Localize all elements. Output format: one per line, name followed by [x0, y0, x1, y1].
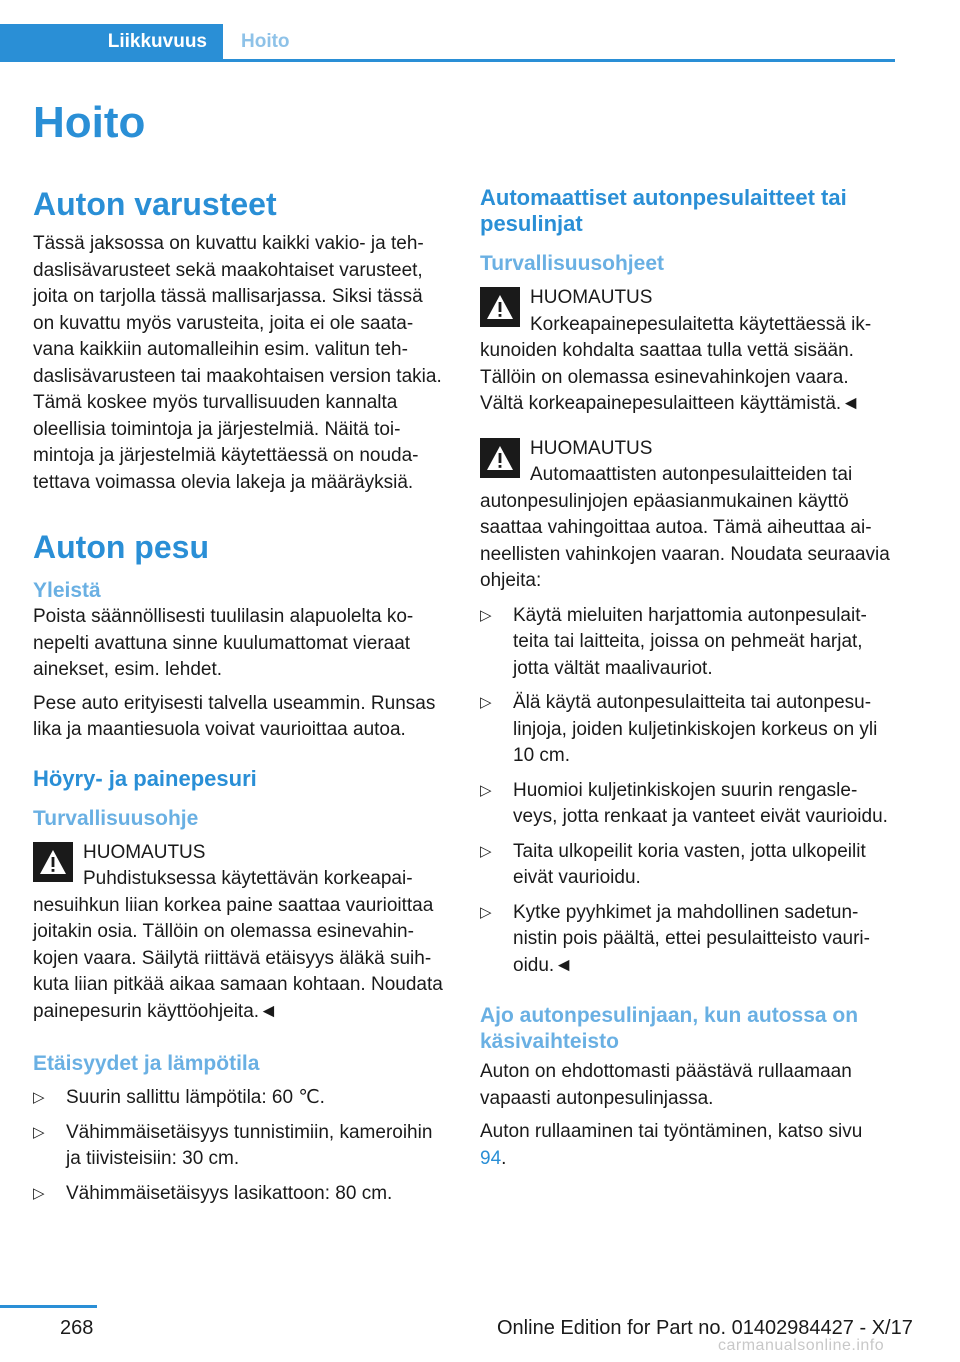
list-pesuohjeet	[480, 603, 894, 980]
list-item: ▷ Vähimmäisetäisyys tunnistimiin, kameroihin ja tiivisteisiin: 30 cm.	[33, 1121, 433, 1169]
list-item: ▷ Taita ulkopeilit koria vasten, jotta ulkopeilit eivät vaurioidu.	[480, 840, 866, 888]
warning-text: Korkeapainepesulaitetta käytettäessä ikkunoiden kohdalta saattaa tulla vettä sisään. Tällöin on olemassa esinevahinkojen vaara. Vältä korkeapainepesulaitteen käyttämistä.◄	[480, 313, 872, 414]
section-title-automaattiset: Automaattiset autonpesulaitteet tai pesulinjat	[480, 185, 847, 236]
tab-hoito[interactable]: Hoito	[241, 30, 290, 52]
list-item: ▷ Kytke pyyhkimet ja mahdollinen sadetunnistin pois päältä, ettei pesulaitteisto vaurioidu.◄	[480, 901, 870, 976]
edition-info: Online Edition for Part no. 01402984427 - X/17	[497, 1317, 913, 1339]
paragraph-yleista-1: Poista säännöllisesti tuulilasin alapuolelta konepelti avattuna sinne kuulumattomat vieraat ainekset, esim. lehdet.	[33, 606, 414, 680]
subheading-turvallisuusohje: Turvallisuusohje	[33, 806, 199, 830]
list-etaisyydet	[33, 1085, 448, 1207]
section-title-auton-pesu: Auton pesu	[33, 529, 209, 565]
subheading-turvallisuusohjeet: Turvallisuusohjeet	[480, 252, 664, 275]
tab-liikkuvuus[interactable]: Liikkuvuus	[0, 24, 223, 59]
section-title-auton-varusteet: Auton varusteet	[33, 186, 277, 222]
page-number: 268	[60, 1317, 94, 1339]
right-column	[480, 185, 894, 1179]
paragraph-varusteet: Tässä jaksossa on kuvattu kaikki vakio- ja tehdaslisävarusteet sekä maakohtaiset varusteet, joita on tarjolla tässä mallisarjassa. Siksi tässä on kuvattu myös varusteita, joita ei ole saatavana kaikkiin automalleihin esim. valitun tehdaslisävarusteen tai maakohtaisen version takia. Tämä koskee myös turvallisuuden kannalta oleellisia toimintoja ja järjestelmiä. Näitä toimintoja ja järjestelmiä käytettäessä on noudatettava voimassa olevia lakeja ja määräyksiä.	[33, 233, 442, 493]
warning-heading: HUOMAUTUS	[530, 287, 653, 308]
list-item: ▷ Vähimmäisetäisyys lasikattoon: 80 cm.	[33, 1181, 448, 1208]
triangle-bullet-icon: ▷	[33, 1123, 45, 1141]
subheading-yleista: Yleistä	[33, 579, 101, 602]
warning-block	[480, 436, 894, 980]
warning-text: Automaattisten autonpesulaitteiden tai autonpesulinjojen epäasianmukainen käyttö saattaa vahingoittaa autoa. Tämä aiheuttaa aineellisten vahinkojen vaaran. Noudata seuraavia ohjeita:	[480, 464, 890, 591]
left-column	[33, 185, 448, 1215]
footer-divider	[0, 1305, 97, 1308]
paragraph-yleista-2: Pese auto erityisesti talvella useammin. Runsas lika ja maantiesuola voivat vaurioittaa autoa.	[33, 692, 436, 740]
triangle-bullet-icon: ▷	[33, 1089, 45, 1106]
warning-block	[480, 285, 894, 418]
header-tabs	[0, 24, 895, 62]
warning-triangle-icon	[480, 287, 520, 327]
warning-triangle-icon	[480, 438, 520, 478]
triangle-bullet-icon: ▷	[33, 1184, 45, 1202]
triangle-bullet-icon: ▷	[480, 694, 492, 711]
triangle-bullet-icon: ▷	[480, 781, 492, 799]
list-item: ▷ Suurin sallittu lämpötila: 60 ℃.	[33, 1085, 448, 1112]
warning-triangle-icon	[33, 842, 73, 882]
list-item: ▷ Älä käytä autonpesulaitteita tai autonpesulinjoja, joiden kuljetinkiskojen korkeus on yli 10 cm.	[480, 692, 878, 766]
warning-text: Puhdistuksessa käytettävän korkeapainesuihkun liian korkea paine saattaa vaurioittaa joitakin osia. Tällöin on olemassa esinevahinkojen vaara. Säilytä riittävä etäisyys äläkä suihkuta liian pitkää aikaa samaan kohtaan. Noudata painepesurin käyttöohjeita.◄	[33, 868, 443, 1022]
subheading-ajo-autonpesulinjaan: Ajo autonpesulinjaan, kun autossa on käsivaihteisto	[480, 1004, 859, 1053]
list-item: ▷ Huomioi kuljetinkiskojen suurin rengasleveys, jotta renkaat ja vanteet eivät vaurioidu.	[480, 779, 888, 827]
page-title: Hoito	[33, 98, 146, 147]
watermark: carmanualsonline.info	[718, 1337, 885, 1354]
triangle-bullet-icon: ▷	[480, 842, 492, 860]
list-item: ▷ Käytä mieluiten harjattomia autonpesulaitteita tai laitteita, joissa on pehmeät harjat, jotta vältät maalivauriot.	[480, 604, 867, 679]
subheading-etaisyydet: Etäisyydet ja lämpötila	[33, 1052, 260, 1075]
warning-block	[33, 840, 448, 1026]
triangle-bullet-icon: ▷	[480, 903, 492, 921]
warning-heading: HUOMAUTUS	[83, 841, 206, 863]
page-link-94[interactable]: 94	[480, 1147, 502, 1169]
section-title-hoyry-painepesuri: Höyry- ja painepesuri	[33, 765, 257, 791]
triangle-bullet-icon: ▷	[480, 606, 492, 624]
paragraph-rullaaminen-1: Auton on ehdottomasti päästävä rullaamaan vapaasti autonpesulinjassa.	[480, 1061, 852, 1109]
paragraph-rullaaminen-2: Auton rullaaminen tai työntäminen, katso sivu 94.	[480, 1121, 863, 1169]
warning-heading: HUOMAUTUS	[530, 437, 653, 459]
